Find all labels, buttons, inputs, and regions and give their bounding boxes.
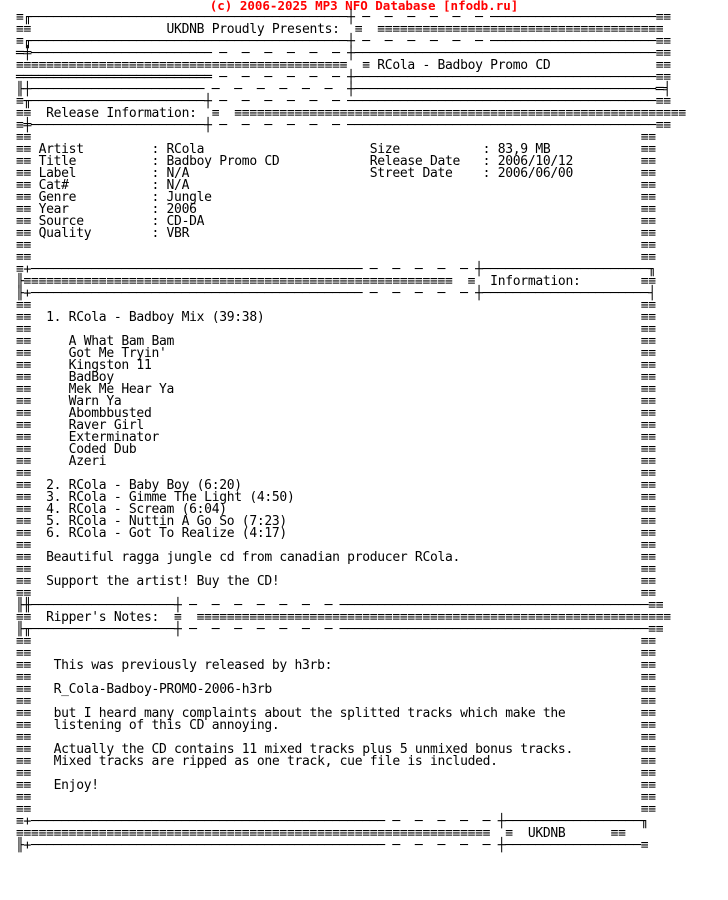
nfo-line: ≡≡ Coded Dub ≡≡ [16, 442, 656, 457]
nfo-line: ≡≡ This was previously released by h3rb: ≡≡ [16, 658, 656, 673]
nfo-line: ≡≡ Title : Badboy Promo CD Release Date : 2006/10/12 ≡≡ [16, 154, 656, 169]
nfo-line: ≡≡ ≡≡ [16, 586, 656, 601]
nfo-line: ╟╫───────────────────┼ ─ ─ ─ ─ ─ ─ ─ ─────────────────────────────────────────≡≡ [16, 598, 664, 613]
nfo-line: ≡≡≡≡≡≡≡≡≡≡≡≡≡≡≡≡≡≡≡≡≡≡≡≡≡≡≡≡≡≡≡≡≡≡≡≡≡≡≡≡≡≡≡≡≡≡≡≡≡≡≡≡≡≡≡≡≡≡≡≡≡≡≡ ≡ UKDNB ≡≡ [16, 826, 626, 841]
nfo-line: ≡≡ Mek Me Hear Ya ≡≡ [16, 382, 656, 397]
nfo-line: ╟+──────────────────────────────────────────── ─ ─ ─ ─ ─ ┼──────────────────────┤ [16, 286, 656, 301]
nfo-line: ≡≡≡≡≡≡≡≡≡≡≡≡≡≡≡≡≡≡≡≡≡≡≡≡≡≡≡≡≡≡≡≡≡≡≡≡≡≡≡≡≡≡≡≡ ≡ RCola - Badboy Promo CD ≡≡ [16, 58, 671, 73]
nfo-line: ≡╓──────────────────────────────────────────┼ ─ ─ ─ ─ ─ ─ ──────────────────────≡≡ [16, 10, 671, 25]
nfo-line: ≡≡ ≡≡ [16, 562, 656, 577]
nfo-line: ≡≡ ≡≡ [16, 730, 656, 745]
nfo-line: ≡≡ 3. RCola - Gimme The Light (4:50) ≡≡ [16, 490, 656, 505]
nfo-line: ═╪──────────────────────── ─ ─ ─ ─ ─ ─ ┼────────────────────────────────────────≡≡ [16, 46, 671, 61]
nfo-line: ≡≡ Warn Ya ≡≡ [16, 394, 656, 409]
nfo-line: ≡≡ Source : CD-DA ≡≡ [16, 214, 656, 229]
nfo-line: ≡≡ ≡≡ [16, 298, 656, 313]
nfo-line: ≡+──────────────────────────────────────────── ─ ─ ─ ─ ─ ┼──────────────────────╖ [16, 262, 656, 277]
nfo-line: ≡≡ ≡≡ [16, 538, 656, 553]
nfo-line: ≡≡ Abombbusted ≡≡ [16, 406, 656, 421]
nfo-line: ≡≡ 6. RCola - Got To Realize (4:17) ≡≡ [16, 526, 656, 541]
nfo-line: ╟≡≡≡≡≡≡≡≡≡≡≡≡≡≡≡≡≡≡≡≡≡≡≡≡≡≡≡≡≡≡≡≡≡≡≡≡≡≡≡≡≡≡≡≡≡≡≡≡≡≡≡≡≡≡≡≡≡ ≡ Information: ≡≡ [16, 274, 656, 289]
nfo-line: ╟+─────────────────────────────────────────────── ─ ─ ─ ─ ─ ┼──────────────────≡ [16, 838, 649, 853]
nfo-line: ≡≡ ≡≡ [16, 802, 656, 817]
nfo-line: ≡≡ 5. RCola - Nuttin A Go So (7:23) ≡≡ [16, 514, 656, 529]
nfo-line: ≡≡ 1. RCola - Badboy Mix (39:38) ≡≡ [16, 310, 656, 325]
page-header: (c) 2006-2025 MP3 NFO Database [nfodb.ru] [209, 0, 519, 13]
nfo-line: ╟┼─────────────────────── ─ ─ ─ ─ ─ ─ ┼────────────────────────────────────────═╡ [16, 82, 671, 97]
nfo-line: ≡≡ but I heard many complaints about the splitted tracks which make the ≡≡ [16, 706, 656, 721]
nfo-line: ≡╥───────────────────────┼ ─ ─ ─ ─ ─ ─ ─────────────────────────────────────────≡≡ [16, 94, 671, 109]
nfo-line: ≡≡ ≡≡ [16, 130, 656, 145]
nfo-line: ≡≡ Cat# : N/A ≡≡ [16, 178, 656, 193]
nfo-line: ≡≡ Got Me Tryin' ≡≡ [16, 346, 656, 361]
nfo-line: ≡≡ Azeri ≡≡ [16, 454, 656, 469]
nfo-line: ≡≡ ≡≡ [16, 238, 656, 253]
nfo-line: ≡≡ listening of this CD annoying. ≡≡ [16, 718, 656, 733]
nfo-line: ≡≡ ≡≡ [16, 250, 656, 265]
nfo-line: ≡≡ UKDNB Proudly Presents: ≡ ≡≡≡≡≡≡≡≡≡≡≡≡≡≡≡≡≡≡≡≡≡≡≡≡≡≡≡≡≡≡≡≡≡≡≡≡≡≡ [16, 22, 664, 37]
nfo-line: ≡╪───────────────────────┼ ─ ─ ─ ─ ─ ─ ─────────────────────────────────────────≡≡ [16, 118, 671, 133]
nfo-line: ≡≡ BadBoy ≡≡ [16, 370, 656, 385]
nfo-line: ≡≡ 4. RCola - Scream (6:04) ≡≡ [16, 502, 656, 517]
nfo-line: ≡≡ ≡≡ [16, 670, 656, 685]
nfo-line: ≡≡ ≡≡ [16, 694, 656, 709]
nfo-line: ≡+─────────────────────────────────────────────── ─ ─ ─ ─ ─ ┼──────────────────╖ [16, 814, 649, 829]
nfo-line: ≡≡ Label : N/A Street Date : 2006/06/00 ≡≡ [16, 166, 656, 181]
nfo-line: ≡≡ Quality : VBR ≡≡ [16, 226, 656, 241]
nfo-line: ≡≡ ≡≡ [16, 646, 656, 661]
nfo-line: ≡≡ Actually the CD contains 11 mixed tracks plus 5 unmixed bonus tracks. ≡≡ [16, 742, 656, 757]
nfo-line: ≡≡ Year : 2006 ≡≡ [16, 202, 656, 217]
nfo-line: ≡≡ Raver Girl ≡≡ [16, 418, 656, 433]
nfo-line: ≡≡ Release Information: ≡ ≡≡≡≡≡≡≡≡≡≡≡≡≡≡≡≡≡≡≡≡≡≡≡≡≡≡≡≡≡≡≡≡≡≡≡≡≡≡≡≡≡≡≡≡≡≡≡≡≡≡≡≡≡≡≡≡≡≡≡≡ [16, 106, 686, 121]
nfo-line: ≡≡ Beautiful ragga jungle cd from canadian producer RCola. ≡≡ [16, 550, 656, 565]
nfo-line: ══════════════════════════ ─ ─ ─ ─ ─ ─ ┼────────────────────────────────────────≡≡ [16, 70, 671, 85]
nfo-line: ≡≡ Genre : Jungle ≡≡ [16, 190, 656, 205]
nfo-line: ≡≡ Exterminator ≡≡ [16, 430, 656, 445]
nfo-line: ≡≡ ≡≡ [16, 466, 656, 481]
nfo-line: ≡╓──────────────────────────────────────────┼ ─ ─ ─ ─ ─ ─ ──────────────────────≡≡ [16, 34, 671, 49]
nfo-line: ≡≡ Ripper's Notes: ≡ ≡≡≡≡≡≡≡≡≡≡≡≡≡≡≡≡≡≡≡≡≡≡≡≡≡≡≡≡≡≡≡≡≡≡≡≡≡≡≡≡≡≡≡≡≡≡≡≡≡≡≡≡≡≡≡≡≡≡≡≡≡≡≡ [16, 610, 671, 625]
nfo-line: ≡≡ Artist : RCola Size : 83,9 MB ≡≡ [16, 142, 656, 157]
nfo-line: ≡≡ Support the artist! Buy the CD! ≡≡ [16, 574, 656, 589]
nfo-line: ╟╥───────────────────┼ ─ ─ ─ ─ ─ ─ ─ ─────────────────────────────────────────≡≡ [16, 622, 664, 637]
nfo-document [16, 12, 686, 852]
nfo-line: ≡≡ ≡≡ [16, 766, 656, 781]
nfo-line: ≡≡ ≡≡ [16, 322, 656, 337]
nfo-line: ≡≡ Enjoy! ≡≡ [16, 778, 656, 793]
nfo-line: ≡≡ ≡≡ [16, 790, 656, 805]
nfo-line: ≡≡ Kingston 11 ≡≡ [16, 358, 656, 373]
nfo-line: ≡≡ ≡≡ [16, 634, 656, 649]
nfo-line: ≡≡ R_Cola-Badboy-PROMO-2006-h3rb ≡≡ [16, 682, 656, 697]
nfo-line: ≡≡ Mixed tracks are ripped as one track, cue file is included. ≡≡ [16, 754, 656, 769]
nfo-line: ≡≡ A What Bam Bam ≡≡ [16, 334, 656, 349]
nfo-line: ≡≡ 2. RCola - Baby Boy (6:20) ≡≡ [16, 478, 656, 493]
